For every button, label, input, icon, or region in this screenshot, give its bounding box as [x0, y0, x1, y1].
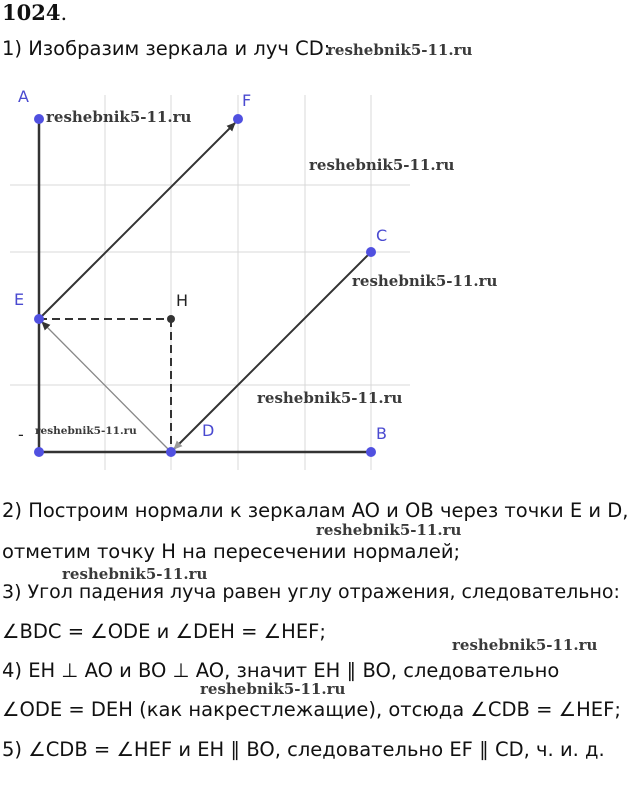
step-3-text-a: 3) Угол падения луча равен углу отражения, следовательно: [2, 581, 620, 603]
step-3-text-b: ∠BDC = ∠ODE и ∠DEH = ∠HEF; [2, 620, 326, 643]
ray-cd [174, 252, 371, 449]
watermark: reshebnik5-11.ru [352, 272, 498, 290]
watermark: reshebnik5-11.ru [327, 41, 473, 59]
label-f: F [242, 91, 252, 110]
step-4-text-a: 4) EH ⊥ AO и BO ⊥ AO, значит EH ∥ BO, следовательно [2, 659, 560, 682]
point-f [233, 114, 243, 124]
step-5-text: 5) ∠CDB = ∠HEF и EH ∥ BO, следовательно EF ∥ CD, ч. и. д. [2, 738, 605, 761]
step-1-text: 1) Изобразим зеркала и луч CD: [2, 37, 331, 60]
ray-ef [39, 123, 235, 319]
point-e [34, 314, 44, 324]
watermark: reshebnik5-11.ru [35, 425, 137, 437]
label-h: H [176, 291, 189, 310]
watermark: reshebnik5-11.ru [62, 565, 208, 583]
label-a: A [18, 87, 29, 106]
label-b: B [376, 424, 387, 443]
label-e: E [14, 290, 25, 309]
watermark: reshebnik5-11.ru [200, 680, 346, 698]
step-4-text-b: ∠ODE = DEH (как накрестлежащие), отсюда ∠CDB = ∠HEF; [2, 698, 621, 721]
step-2-text-b: отметим точку H на пересечении нормалей; [2, 540, 461, 563]
point-b [366, 447, 376, 457]
step-2-text-a: 2) Построим нормали к зеркалам AO и OB через точки E и D, [2, 499, 629, 522]
point-a [34, 114, 44, 124]
watermark: reshebnik5-11.ru [257, 389, 403, 407]
label-o: - [18, 425, 24, 444]
point-o [34, 447, 44, 457]
label-d: D [202, 421, 215, 440]
watermark: reshebnik5-11.ru [452, 636, 598, 654]
watermark: reshebnik5-11.ru [316, 521, 462, 539]
watermark: reshebnik5-11.ru [46, 108, 192, 126]
label-c: C [376, 226, 388, 245]
point-h [167, 315, 175, 323]
point-d [166, 447, 176, 457]
watermark: reshebnik5-11.ru [309, 156, 455, 174]
point-c [366, 247, 376, 257]
problem-number: 1024. [2, 0, 68, 25]
